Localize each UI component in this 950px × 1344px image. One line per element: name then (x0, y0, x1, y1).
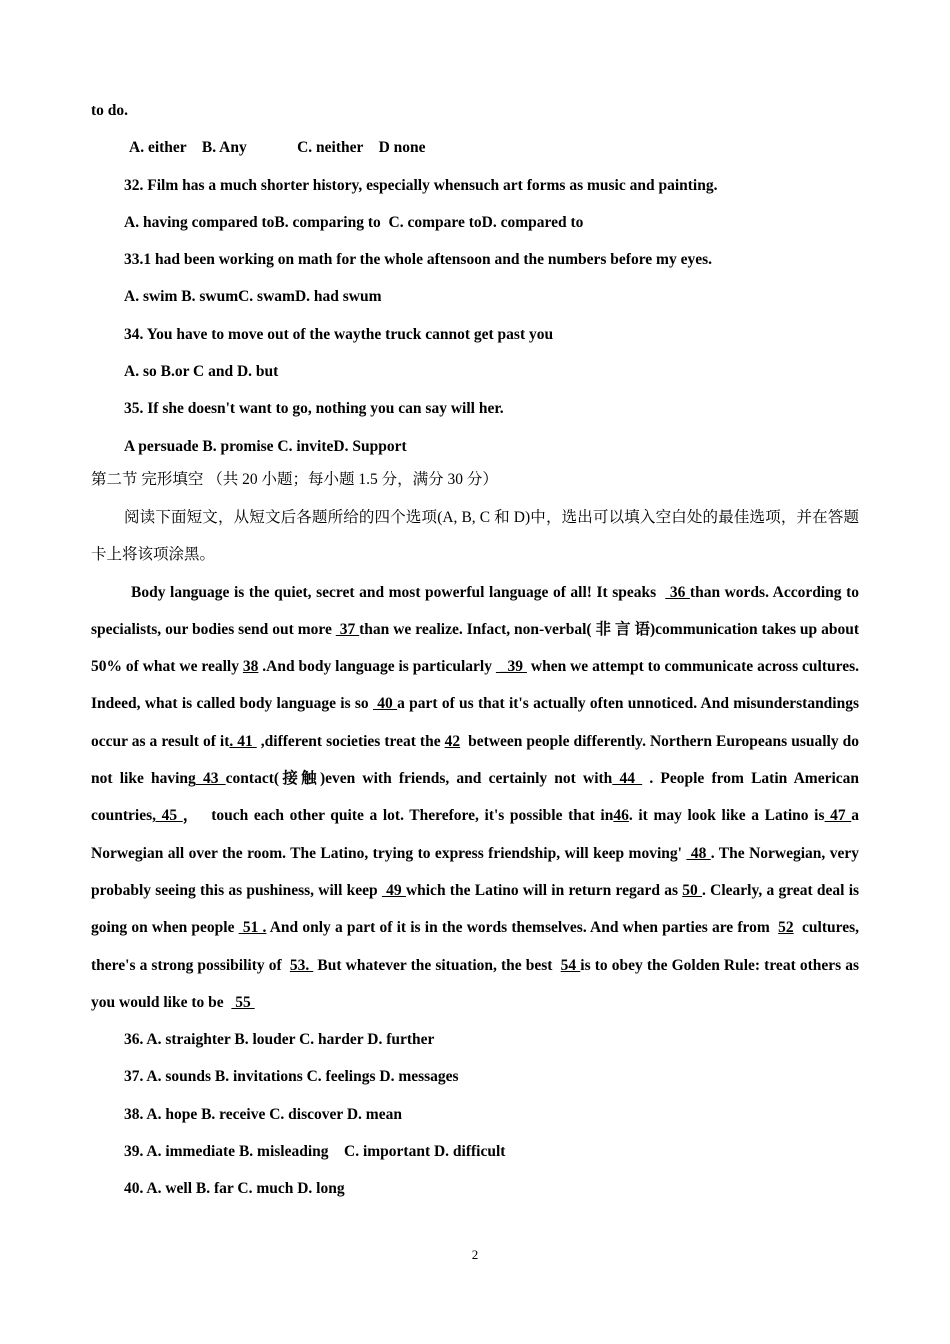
blank-number: 50 (682, 881, 703, 899)
passage-text: is to obey the Golden Rule: treat others as you would like to be (91, 956, 863, 1011)
question-34: 34. You have to move out of the waythe truck cannot get past you (124, 325, 554, 343)
blank-number: 38 (242, 658, 259, 676)
passage-text: Body language is the quiet, secret and most powerful language of all! It speaks (131, 583, 666, 601)
cloze-passage (91, 574, 863, 1022)
blank-number: 44 (612, 770, 643, 788)
blank-number: 52 (778, 919, 794, 937)
passage-text: cultures, there's a strong possibility of (91, 919, 863, 974)
question-35: 35. If she doesn't want to go, nothing you can say will her. (124, 400, 504, 418)
blank-number: 46 (613, 807, 629, 825)
answer-options-34: A. so B.or C and D. but (124, 363, 279, 381)
options-37: 37. A. sounds B. invitations C. feelings D. messages (124, 1068, 459, 1086)
passage-text: And only a part of it is in the words themselves. And when parties are from (266, 919, 779, 937)
blank-number: . 41 (229, 732, 257, 750)
passage-text: when we attempt to communicate across cultures. Indeed, what is called body language is so (91, 658, 863, 713)
section-heading: 第二节 完形填空 （共 20 小题；每小题 1.5 分，满分 30 分） (91, 470, 498, 488)
blank-number: 54 (560, 956, 581, 974)
document-page (91, 92, 863, 1208)
passage-text: than words. According to specialists, our bodies send out more (91, 583, 863, 638)
blank-number: 47 (824, 807, 852, 825)
blank-number: 37 (335, 620, 360, 638)
options-38: 38. A. hope B. receive C. discover D. mean (124, 1105, 402, 1123)
blank-number: 40 (372, 695, 398, 713)
passage-text: between people differently. Northern Europeans usually do not like having (91, 732, 863, 788)
blank-number: _39 (495, 658, 527, 676)
question-32: 32. Film has a much shorter history, especially whensuch art forms as music and painting. (124, 176, 718, 194)
passage-text: a part of us that it's actually often unnoticed. And misunderstandings occur as a result of it (91, 695, 863, 750)
passage-text: a Norwegian all over the room. The Latino, trying to express friendship, will keep moving' (91, 807, 863, 862)
passage-text: ,different societies treat the (256, 732, 445, 750)
question-line: to do. (91, 102, 129, 119)
instructions: 阅读下面短文，从短文后各题所给的四个选项(A, B, C 和 D)中，选出可以填入空白处的最佳选项，并在答题卡上将该项涂黑。 (91, 508, 859, 564)
blank-number: 51 . (238, 919, 267, 937)
passage-text: than we realize. Infact, non-verbal( 非 言 语)communication takes up about 50% of what we really (91, 620, 863, 676)
passage-text: which the Latino will in return regard as (405, 881, 683, 899)
blank-number: 48 (686, 844, 711, 862)
options-40: 40. A. well B. far C. much D. long (124, 1180, 345, 1198)
answer-options: A. either B. Any C. neither D none (129, 139, 426, 157)
passage-text: contact(接触)even with friends, and certainly not with (225, 770, 613, 788)
passage-text: . People from Latin American countries (91, 770, 863, 825)
blank-number: , 45 (152, 807, 183, 825)
passage-text: . it may look like a Latino is (628, 807, 825, 825)
options-39: 39. A. immediate B. misleading C. important D. difficult (124, 1143, 506, 1161)
page-number: 2 (471, 1247, 479, 1262)
passage-text: . Clearly, a great deal is going on when people (91, 881, 863, 937)
answer-options-35: A persuade B. promise C. inviteD. Support (124, 437, 407, 455)
options-36: 36. A. straighter B. louder C. harder D. further (124, 1031, 435, 1049)
blank-number: 43 (195, 770, 226, 788)
answer-options-32: A. having compared toB. comparing to C. compare toD. compared to (124, 213, 584, 231)
blank-number: 53. (289, 956, 314, 974)
blank-number: 42 (444, 732, 461, 750)
blank-number: 36 (665, 583, 690, 601)
answer-options-33: A. swim B. swumC. swamD. had swum (124, 288, 382, 306)
passage-text: ， touch each other quite a lot. Therefore, it's possible that in (182, 807, 614, 825)
passage-text: . The Norwegian, very probably seeing this as pushiness, will keep (91, 844, 863, 899)
passage-text: But whatever the situation, the best (313, 956, 561, 974)
blank-number: 55 (231, 993, 255, 1011)
passage-text: .And body language is particularly (258, 658, 496, 676)
question-33: 33.1 had been working on math for the whole aftensoon and the numbers before my eyes. (124, 251, 713, 269)
blank-number: 49 (381, 881, 406, 899)
